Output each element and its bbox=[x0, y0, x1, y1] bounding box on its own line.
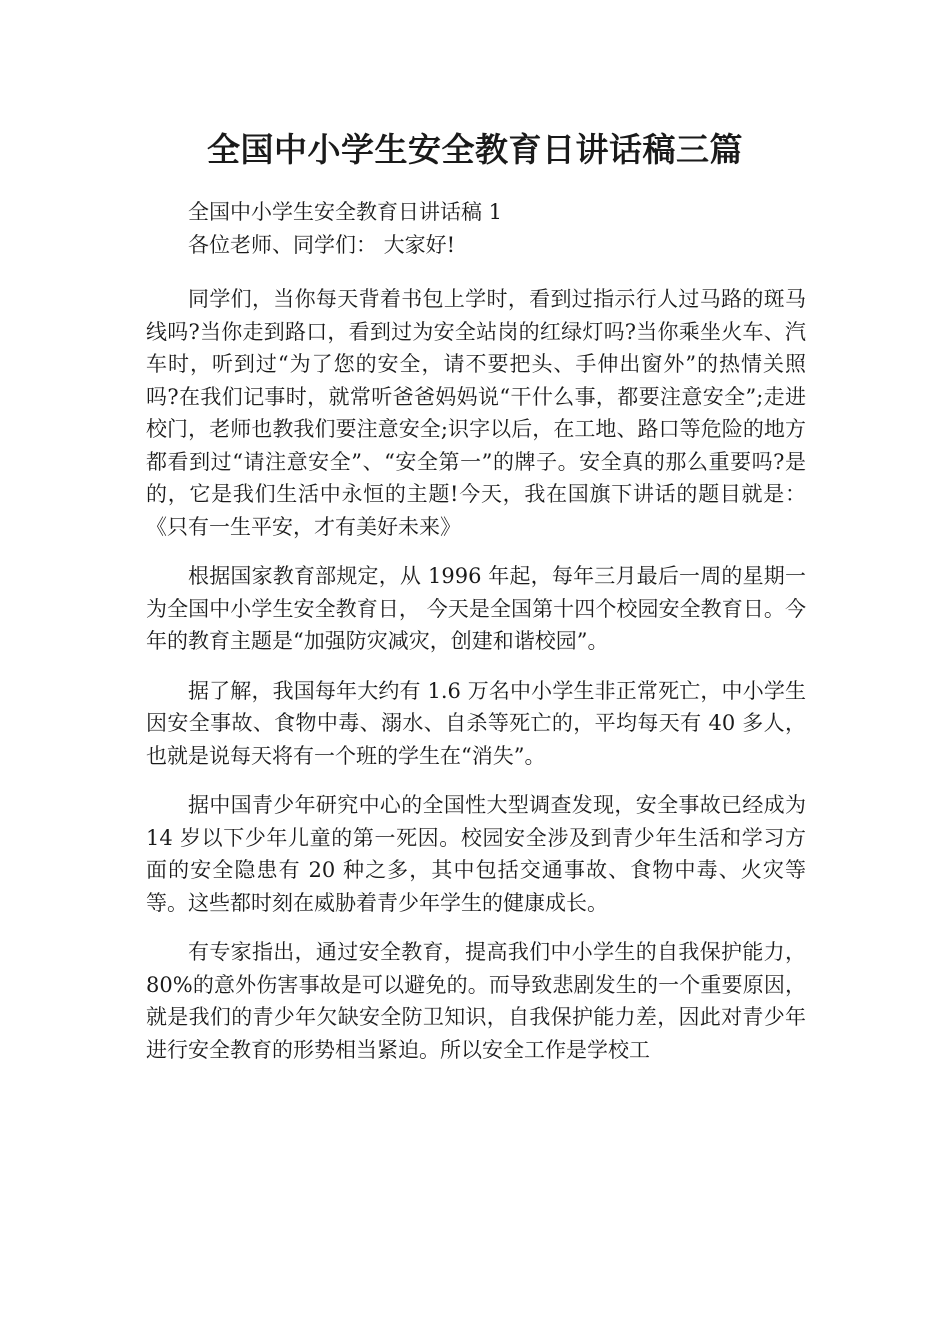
paragraph: 据中国青少年研究中心的全国性大型调查发现，安全事故已经成为 14 岁以下少年儿童的第一死因。校园安全涉及到青少年生活和学习方面的安全隐患有 20 种之多，其中包括交通事故、食物中毒、火灾等等。这些都时刻在威胁着青少年学生的健康成长。 bbox=[146, 793, 806, 915]
paragraph: 同学们，当你每天背着书包上学时，看到过指示行人过马路的斑马线吗?当你走到路口，看到过为安全站岗的红绿灯吗?当你乘坐火车、汽车时，听到过“为了您的安全，请不要把头、手伸出窗外”的热情关照吗?在我们记事时，就常听爸爸妈妈说“干什么事，都要注意安全”;走进校门，老师也教我们要注意安全;识字以后，在工地、路口等危险的地方都看到过“请注意安全”、“安全第一”的牌子。安全真的那么重要吗?是的，它是我们生活中永恒的主题!今天，我在国旗下讲话的题目就是：《只有一生平安，才有美好未来》 bbox=[146, 287, 806, 539]
document-title: 全国中小学生安全教育日讲话稿三篇 bbox=[207, 130, 743, 169]
paragraph: 根据国家教育部规定，从 1996 年起，每年三月最后一周的星期一为全国中小学生安全教育日， 今天是全国第十四个校园安全教育日。今年的教育主题是“加强防灾减灾，创建和谐校园”。 bbox=[146, 564, 806, 653]
paragraph: 据了解，我国每年大约有 1.6 万名中小学生非正常死亡，中小学生因安全事故、食物中毒、溺水、自杀等死亡的，平均每天有 40 多人，也就是说每天将有一个班的学生在“消失”。 bbox=[146, 678, 806, 768]
speech-greeting: 各位老师、同学们： 大家好! bbox=[188, 232, 456, 257]
paragraph: 有专家指出，通过安全教育，提高我们中小学生的自我保护能力，80%的意外伤害事故是可以避免的。而导致悲剧发生的一个重要原因，就是我们的青少年欠缺安全防卫知识，自我保护能力差，因此对青少年进行安全教育的形势相当紧迫。所以安全工作是学校工 bbox=[146, 940, 806, 1062]
document-body bbox=[146, 196, 806, 1083]
speech-subtitle: 全国中小学生安全教育日讲话稿 1 bbox=[188, 200, 503, 224]
